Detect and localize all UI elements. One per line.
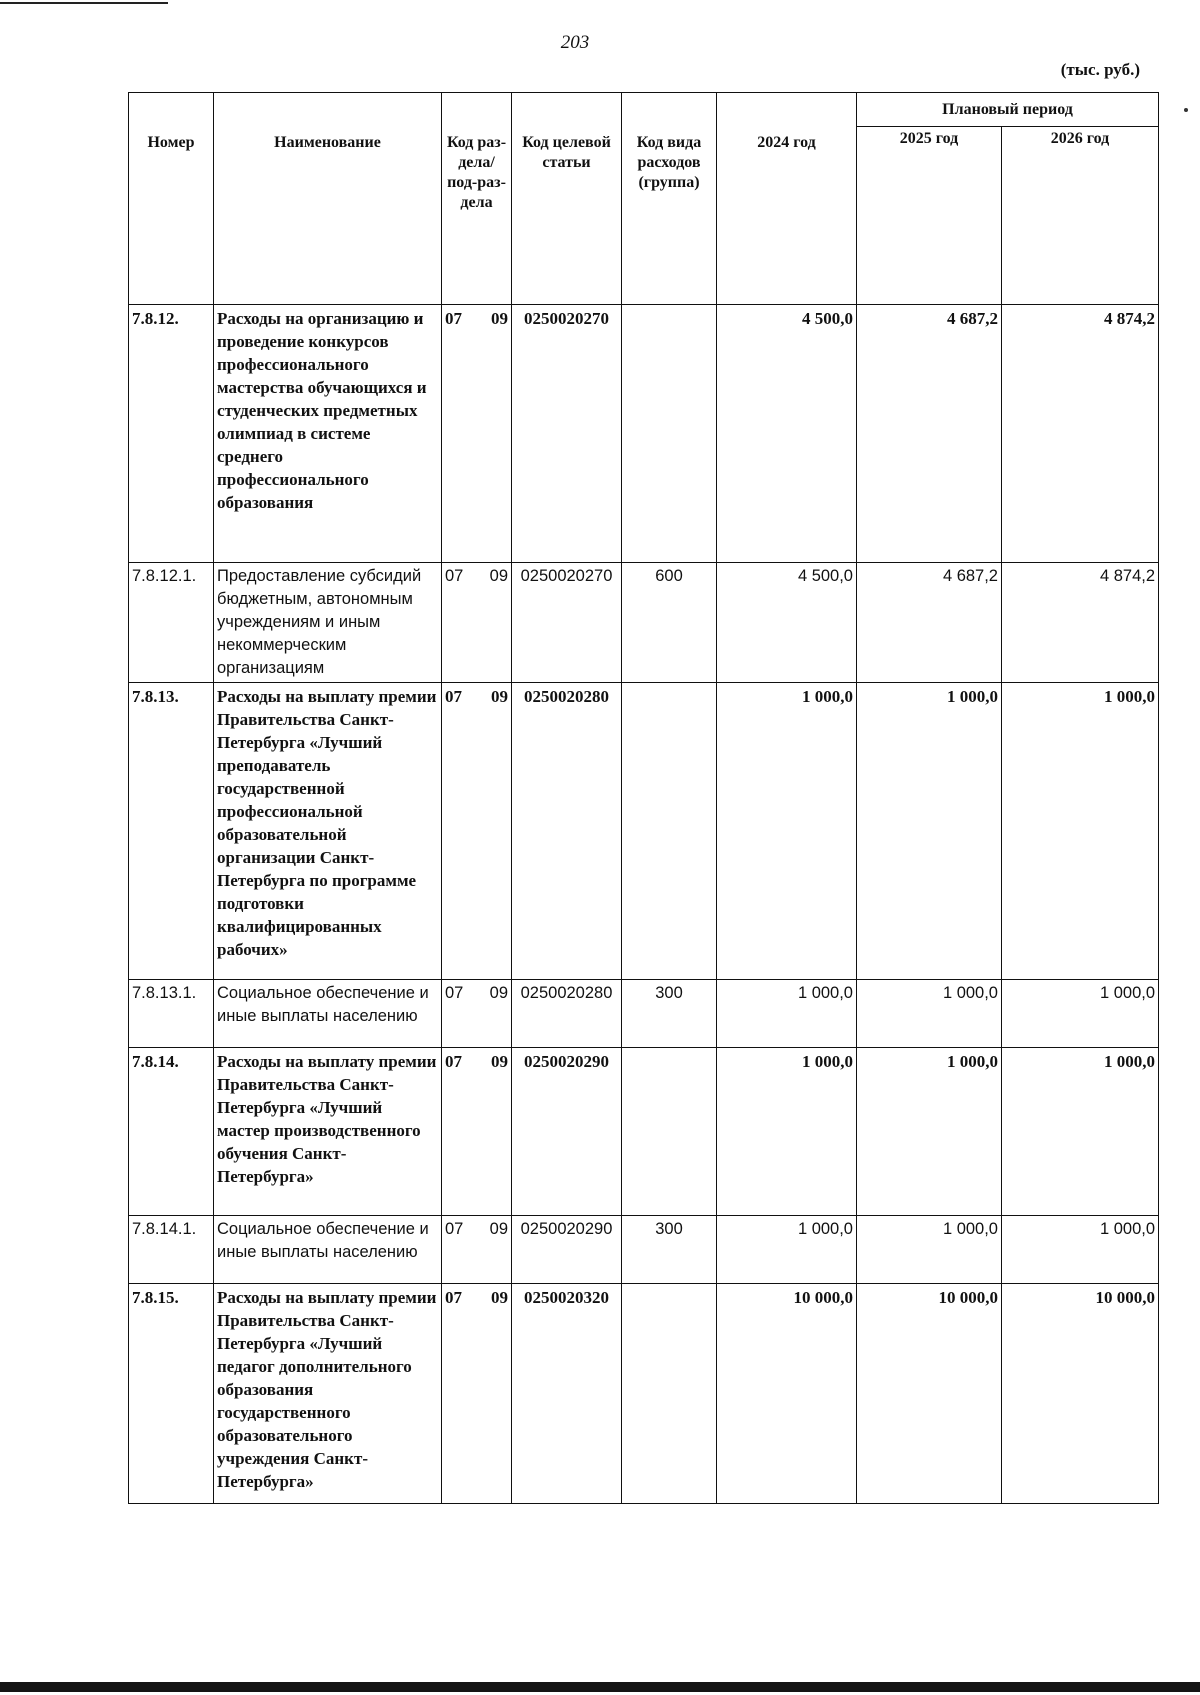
row-expense-code: 300 — [622, 980, 717, 1048]
subsection-code: 09 — [491, 687, 508, 706]
row-value-2025: 1 000,0 — [857, 1048, 1002, 1216]
header-name: Наименование — [214, 93, 442, 305]
row-value-2024: 1 000,0 — [717, 683, 857, 980]
row-target-code: 0250020280 — [512, 980, 622, 1048]
unit-label: (тыс. руб.) — [1060, 60, 1140, 79]
row-section-code — [442, 305, 512, 563]
section-code: 07 — [445, 984, 464, 1002]
row-value-2025: 10 000,0 — [857, 1284, 1002, 1504]
row-value-2026: 1 000,0 — [1002, 683, 1159, 980]
row-name: Расходы на организацию и проведение конкурсов профессионального мастерства обучающихся и студенческих предметных олимпиад в системе среднего профессионального образования — [214, 305, 442, 563]
section-code: 07 — [445, 309, 462, 328]
row-target-code: 0250020280 — [512, 683, 622, 980]
budget-table — [128, 92, 1159, 1504]
row-value-2024: 1 000,0 — [717, 1216, 857, 1284]
row-section-code — [442, 683, 512, 980]
header-2026: 2026 год — [1002, 127, 1159, 305]
table-body — [129, 305, 1159, 1504]
top-rule — [0, 2, 168, 4]
header-planned-period: Плановый период — [857, 93, 1159, 127]
row-value-2025: 4 687,2 — [857, 563, 1002, 683]
table-row — [129, 563, 1159, 683]
row-number: 7.8.13.1. — [129, 980, 214, 1048]
row-value-2026: 10 000,0 — [1002, 1284, 1159, 1504]
row-expense-code — [622, 1048, 717, 1216]
row-value-2024: 4 500,0 — [717, 563, 857, 683]
row-target-code: 0250020320 — [512, 1284, 622, 1504]
section-code: 07 — [445, 567, 464, 585]
row-expense-code — [622, 683, 717, 980]
row-value-2025: 4 687,2 — [857, 305, 1002, 563]
row-section-code — [442, 563, 512, 683]
header-number: Номер — [129, 93, 214, 305]
row-value-2024: 1 000,0 — [717, 980, 857, 1048]
row-name: Расходы на выплату премии Правительства Санкт-Петербурга «Лучший мастер производственного обучения Санкт-Петербурга» — [214, 1048, 442, 1216]
subsection-code: 09 — [491, 309, 508, 328]
header-2024: 2024 год — [717, 93, 857, 305]
row-expense-code: 600 — [622, 563, 717, 683]
row-name: Социальное обеспечение и иные выплаты населению — [214, 980, 442, 1048]
row-expense-code — [622, 305, 717, 563]
header-section-code: Код раз-дела/ под-раз-дела — [442, 93, 512, 305]
row-value-2025: 1 000,0 — [857, 980, 1002, 1048]
row-value-2026: 1 000,0 — [1002, 1048, 1159, 1216]
section-code: 07 — [445, 1220, 464, 1238]
row-target-code: 0250020270 — [512, 305, 622, 563]
margin-mark — [1184, 108, 1188, 112]
subsection-code: 09 — [489, 1220, 508, 1238]
subsection-code: 09 — [489, 984, 508, 1002]
header-2025: 2025 год — [857, 127, 1002, 305]
page-number: 203 — [560, 32, 590, 53]
row-number: 7.8.12.1. — [129, 563, 214, 683]
section-code: 07 — [445, 687, 462, 706]
row-target-code: 0250020290 — [512, 1048, 622, 1216]
row-value-2026: 4 874,2 — [1002, 305, 1159, 563]
row-expense-code: 300 — [622, 1216, 717, 1284]
row-name: Расходы на выплату премии Правительства Санкт-Петербурга «Лучший педагог дополнительного образования государственного образовательного учреждения Санкт-Петербурга» — [214, 1284, 442, 1504]
row-value-2026: 1 000,0 — [1002, 1216, 1159, 1284]
row-expense-code — [622, 1284, 717, 1504]
bottom-rule — [0, 1682, 1200, 1692]
row-name: Расходы на выплату премии Правительства Санкт-Петербурга «Лучший преподаватель государственной профессиональной образовательной организации Санкт-Петербурга по программе подготовки квалифицированных рабочих» — [214, 683, 442, 980]
row-section-code — [442, 1284, 512, 1504]
table-row — [129, 683, 1159, 980]
row-number: 7.8.14.1. — [129, 1216, 214, 1284]
row-value-2025: 1 000,0 — [857, 683, 1002, 980]
row-value-2024: 4 500,0 — [717, 305, 857, 563]
row-value-2024: 10 000,0 — [717, 1284, 857, 1504]
table-row — [129, 980, 1159, 1048]
section-code: 07 — [445, 1288, 462, 1307]
row-value-2025: 1 000,0 — [857, 1216, 1002, 1284]
table-row — [129, 1216, 1159, 1284]
row-value-2026: 1 000,0 — [1002, 980, 1159, 1048]
row-name: Социальное обеспечение и иные выплаты населению — [214, 1216, 442, 1284]
row-number: 7.8.13. — [129, 683, 214, 980]
row-target-code: 0250020270 — [512, 563, 622, 683]
row-target-code: 0250020290 — [512, 1216, 622, 1284]
header-target-code: Код целевой статьи — [512, 93, 622, 305]
table-row — [129, 305, 1159, 563]
row-number: 7.8.15. — [129, 1284, 214, 1504]
header-expense-type: Код вида расходов (группа) — [622, 93, 717, 305]
subsection-code: 09 — [491, 1288, 508, 1307]
row-number: 7.8.12. — [129, 305, 214, 563]
row-section-code — [442, 1216, 512, 1284]
table-row — [129, 1048, 1159, 1216]
row-section-code — [442, 1048, 512, 1216]
row-value-2024: 1 000,0 — [717, 1048, 857, 1216]
subsection-code: 09 — [491, 1052, 508, 1071]
row-value-2026: 4 874,2 — [1002, 563, 1159, 683]
row-number: 7.8.14. — [129, 1048, 214, 1216]
subsection-code: 09 — [489, 567, 508, 585]
row-section-code — [442, 980, 512, 1048]
row-name: Предоставление субсидий бюджетным, автономным учреждениям и иным некоммерческим организациям — [214, 563, 442, 683]
table-row — [129, 1284, 1159, 1504]
section-code: 07 — [445, 1052, 462, 1071]
